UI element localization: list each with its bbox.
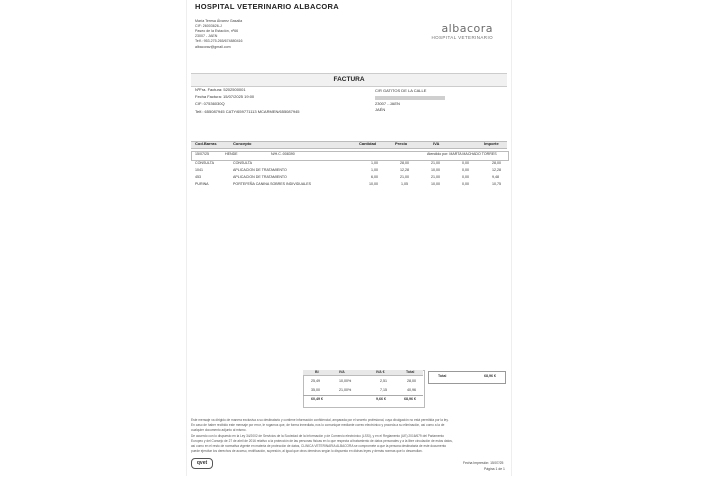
document-title: FACTURA (333, 76, 365, 83)
sum-row1-rate: 10,00% (339, 379, 352, 383)
info-address: Paseo de la Estación, nº66 (195, 29, 239, 33)
legal-line-6: así como en el resto de normativa vigente en materia de protección de datos, CLINICA VETERINARIA ALBACORA se compromete a que la persona destinataria de este documento (191, 444, 447, 448)
invoice-date: Fecha Factura: 15/07/2025 19:00 (195, 94, 255, 99)
row-discount: 0,00 (462, 182, 469, 186)
info-phone: Telf.: 953.275.265/674880416 (195, 39, 243, 43)
col-amount: Importe (484, 141, 499, 146)
col-iva: IVA (433, 141, 440, 146)
invoice-number: NºFra. Factura: 5202500001 (195, 87, 246, 92)
sum-total-iva: 9,66 € (376, 397, 386, 401)
sum-col-iva: IVA (339, 370, 345, 374)
row-discount: 0,00 (462, 175, 469, 179)
row-amount: 9,48 (492, 175, 499, 179)
total-label: Total (438, 374, 447, 378)
factura-title-bar (191, 73, 507, 87)
legal-line-2: En caso de haber recibido este mensaje por error, le rogamos que, de forma inmediata, nos lo comunique mediante correo electrónico y proceda a su eliminación, así como a la de (191, 423, 445, 427)
row-concept: CONSULTA (233, 161, 253, 165)
row-qty: 6,00 (371, 175, 378, 179)
row-price: 12,28 (400, 168, 409, 172)
visit-pet: HENDE (225, 152, 238, 156)
legal-line-7: puede ejercitar los derechos de acceso, rectificación, supresión, al igual que otros derechos según lo dispuesto en dichas leyes y demás normas que lo desarrollan. (191, 449, 423, 453)
row-concept: PORTEFEÑA CANINA SOBRES INDIVIDUALES (233, 182, 312, 186)
row-iva: 21,00 (431, 175, 440, 179)
client-name: C/R GATITOS DE LA CALLE (375, 88, 427, 93)
legal-line-1: Este mensaje va dirigido de manera exclusiva a su destinatario y contiene información confidencial, amparada por el secreto profesional, cuya divulgación no está permitida por la ley. (191, 418, 449, 422)
row-amount: 12,28 (492, 168, 501, 172)
logo-text: albacora (441, 22, 493, 35)
visit-date: 15/07/25 (195, 152, 209, 156)
invoice-cif: CIF: 07536030Q (195, 101, 225, 106)
client-city: 23007 - JAEN (375, 101, 400, 106)
invoice-document (186, 0, 512, 476)
col-quantity: Cantidad (359, 141, 377, 146)
col-barcode: Cod.Barras (195, 141, 217, 146)
row-qty: 1,00 (371, 161, 378, 165)
legal-line-3: cualquier documento adjunto al mismo. (191, 428, 247, 432)
sum-col-bi: BI (315, 370, 319, 374)
albacora-logo (427, 22, 493, 40)
legal-line-5: Europeo y del Consejo de 27 de abril de 2016 relativo a la protección de las personas físicas en lo que respecta al tratamiento de datos personales y a la libre circulación de estos datos, (191, 439, 453, 443)
info-owner: María Teresa Álvarez Gasalla (195, 19, 243, 23)
row-code: 453 (195, 175, 201, 179)
sum-col-iva-eur: IVA € (376, 370, 385, 374)
info-cif: CIF: 26003626-J (195, 24, 222, 28)
row-iva: 10,00 (431, 182, 440, 186)
sum-row1-bi: 25,49 (311, 379, 320, 383)
qvet-logo: qvet (191, 458, 213, 469)
legal-line-4: De acuerdo con lo dispuesto en la Ley 34/2002 de Servicios de la Sociedad de la Información y de Comercio electrónico (LSSI), y en el Reglamento (UE) 2016/679 del Parlamento (191, 434, 445, 438)
info-city: 23007 - JAEN (195, 34, 218, 38)
row-qty: 10,00 (369, 182, 378, 186)
row-price: 21,00 (400, 175, 409, 179)
sum-row2-bi: 35,00 (311, 388, 320, 392)
print-date: Fecha Impresión: 15/07/25 (463, 461, 504, 465)
sum-row2-rate: 21,00% (339, 388, 352, 392)
col-price: Precio (395, 141, 408, 146)
row-code: PURINA (195, 182, 209, 186)
row-price: 28,00 (400, 161, 409, 165)
row-discount: 0,00 (462, 168, 469, 172)
sum-divider (303, 395, 423, 396)
row-iva: 21,00 (431, 161, 440, 165)
visit-attended: Atendido por: MARTA MACHADO TORRES (427, 152, 497, 156)
sum-row1-total: 28,00 (407, 379, 416, 383)
row-code: 1041 (195, 168, 203, 172)
logo-subtitle: HOSPITAL VETERINARIO (431, 35, 493, 40)
row-concept: APLICACION DE TRATAMIENTO (233, 168, 287, 172)
invoice-phone: Telf.: 655087945 CATY/659771113 MCARMEN/655087945 (195, 109, 300, 114)
visit-ref: N/H.C.:008390 (271, 152, 295, 156)
sum-total-bi: 60,49 € (311, 397, 323, 401)
sum-col-total: Total (406, 370, 415, 374)
total-value: 68,96 € (484, 374, 496, 378)
row-iva: 10,00 (431, 168, 440, 172)
row-discount: 0,00 (462, 161, 469, 165)
client-province: JAÉN (375, 107, 386, 112)
tax-summary-header (303, 370, 423, 376)
info-email: albacorav@gmail.com (195, 45, 231, 49)
hospital-title: HOSPITAL VETERINARIO ALBACORA (195, 2, 339, 11)
page-number: Página 1 de 1 (484, 467, 505, 471)
row-qty: 1,00 (371, 168, 378, 172)
row-amount: 10,75 (492, 182, 501, 186)
sum-row2-total: 40,96 (407, 388, 416, 392)
sum-row2-iva: 7,15 (380, 388, 387, 392)
row-price: 1,05 (401, 182, 408, 186)
sum-row1-iva: 2,51 (380, 379, 387, 383)
row-code: CONSULTA (195, 161, 215, 165)
col-concept: Concepto (233, 141, 252, 146)
redacted-address (375, 96, 445, 100)
row-concept: APLICACION DE TRATAMIENTO (233, 175, 287, 179)
sum-total-amount: 68,96 € (404, 397, 416, 401)
row-amount: 28,00 (492, 161, 501, 165)
